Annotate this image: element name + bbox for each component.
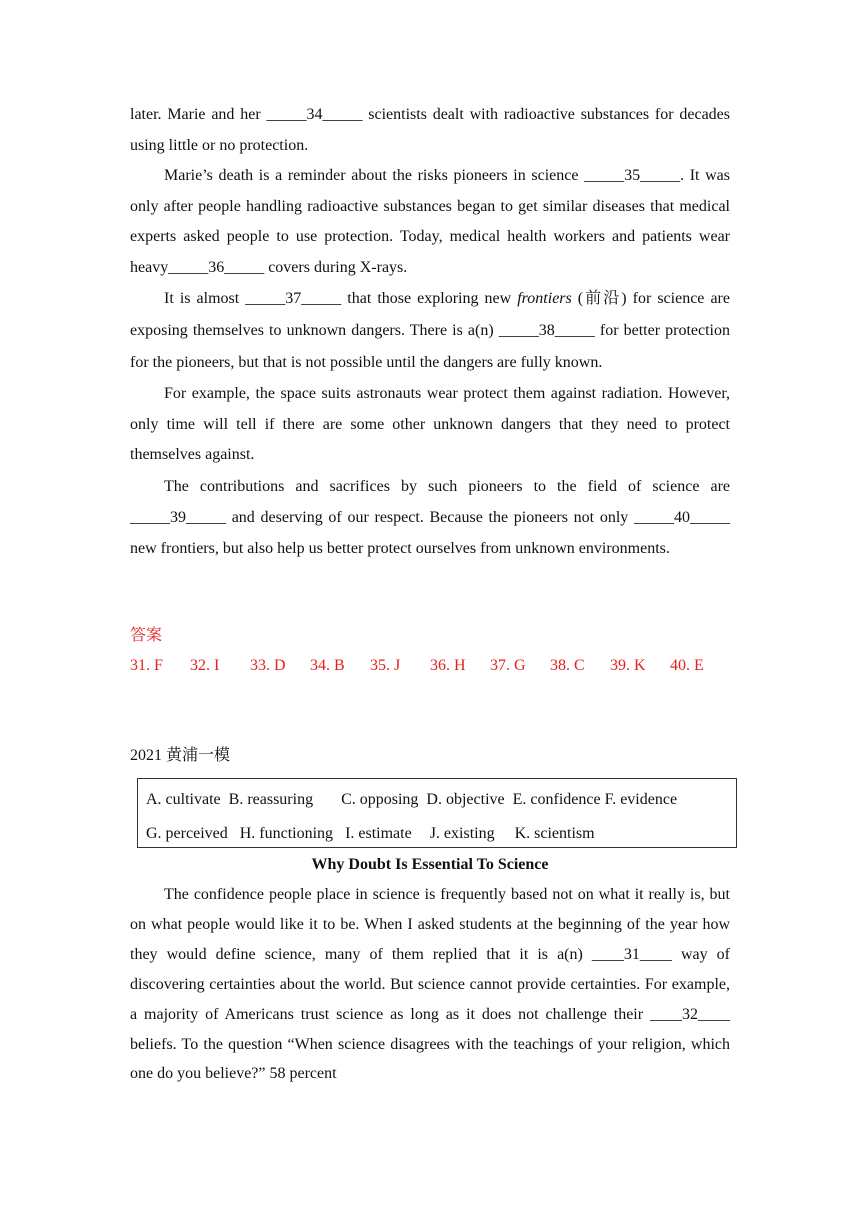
answer-item: 37. G xyxy=(490,657,526,674)
word-option: E. confidence xyxy=(512,791,601,808)
word-bank xyxy=(137,778,737,848)
paragraph: For example, the space suits astronauts wear protect them against radiation. However, only time will tell if there are some other unknown dangers that they need to protect themselves against. xyxy=(130,385,730,463)
answer-section xyxy=(130,621,730,681)
word-option: G. perceived xyxy=(146,825,228,842)
answer-item: 38. C xyxy=(550,657,585,674)
paragraph: Marie’s death is a reminder about the risks pioneers in science _____35_____. It was only after people handling radioactive substances began to get similar diseases that medical experts asked people to use protection. Today, medical health workers and patients wear heavy_____36_____ covers during X-rays. xyxy=(130,167,731,276)
blank-38: _____38_____ xyxy=(498,322,595,339)
italic-term: frontiers xyxy=(517,290,572,307)
blank-34: _____34_____ xyxy=(266,106,363,123)
answer-item: 40. E xyxy=(670,657,704,674)
word-option: H. functioning xyxy=(239,825,334,842)
section-heading: 2021 黄浦一模 xyxy=(130,747,231,764)
answer-item: 36. H xyxy=(430,657,466,674)
blank-31: ____31____ xyxy=(591,945,672,963)
passage-1 xyxy=(130,100,730,564)
passage-2 xyxy=(130,880,730,1089)
passage-title: Why Doubt Is Essential To Science xyxy=(311,856,549,873)
blank-39: _____39_____ xyxy=(130,508,226,526)
blank-36: _____36_____ xyxy=(168,258,265,276)
word-option: J. existing xyxy=(429,825,495,842)
answer-item: 32. I xyxy=(190,657,220,674)
word-option: B. reassuring xyxy=(228,791,314,808)
answer-item: 33. D xyxy=(250,657,286,674)
answer-item: 34. B xyxy=(310,657,345,674)
answer-list xyxy=(130,651,730,681)
answer-label: 答案 xyxy=(130,627,163,644)
word-option: C. opposing xyxy=(341,791,419,808)
word-option: K. scientism xyxy=(514,825,595,842)
blank-35: _____35_____ xyxy=(584,167,681,184)
paragraph: It is almost _____37_____ that those exploring new frontiers (前沿) for science are exposing themselves to unknown dangers. There is a(n) _____38_____ for better protection for the pioneers, but that is not possible until the dangers are fully known. xyxy=(130,290,730,371)
word-option: I. estimate xyxy=(345,825,412,842)
word-option: A. cultivate xyxy=(146,791,221,808)
blank-32: ____32____ xyxy=(650,1005,730,1023)
answer-item: 31. F xyxy=(130,657,163,674)
word-bank-row xyxy=(146,817,728,851)
blank-40: _____40_____ xyxy=(634,508,730,526)
answer-item: 35. J xyxy=(370,657,401,674)
word-option: F. evidence xyxy=(604,791,678,808)
blank-37: _____37_____ xyxy=(245,290,342,307)
answer-item: 39. K xyxy=(610,657,646,674)
paragraph: The confidence people place in science is frequently based not on what it really is, but on what people would like it to be. When I asked students at the beginning of the year how they would define science, many of them replied that it is a(n) ____31____ way of discovering certainties about the world. But science cannot provide certainties. For example, a majority of Americans trust science as long as it does not challenge their ____32____ beliefs. To the question “When science disagrees with the teachings of your religion, which one do you believe?” 58 percent xyxy=(130,886,731,1083)
paragraph: later. Marie and her _____34_____ scientists dealt with radioactive substances for decades using little or no protection. xyxy=(130,106,730,154)
paragraph: The contributions and sacrifices by such pioneers to the field of science are _____39_____ and deserving of our respect. Because the pioneers not only _____40_____ new frontiers, but also help us better protect ourselves from unknown environments. xyxy=(130,477,730,557)
word-bank-row xyxy=(146,783,728,817)
word-option: D. objective xyxy=(426,791,505,808)
